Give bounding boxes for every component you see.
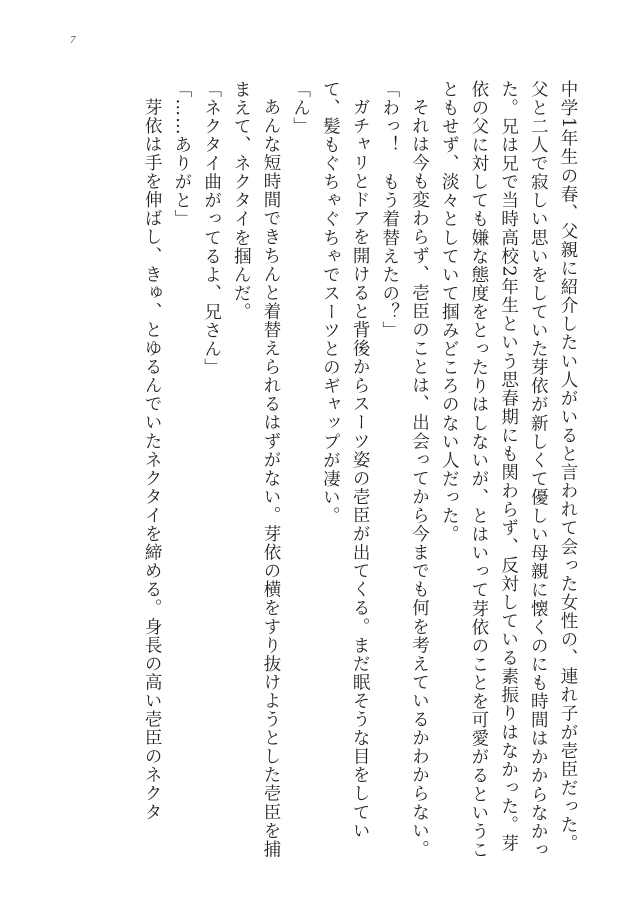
paragraph-2: それは今も変わらず、壱臣のことは、出会ってから今までも何を考えているかわからない。 xyxy=(409,97,430,859)
dialogue-line-4: 「……ありがと」 xyxy=(171,80,192,229)
paragraph-5: 芽依は手を伸ばし、きゅ、とゆるんでいたネクタイを締める。身長の高い壱臣のネクタ xyxy=(142,97,163,821)
paragraph-4: あんな短時間できちんと着替えられるはずがない。芽依の横をすり抜けようとした壱臣を捕まえて、ネクタイを掴んだ。 xyxy=(231,80,281,859)
dialogue-line-2: 「ん」 xyxy=(290,80,311,136)
dialogue-line-3: 「ネクタイ曲がってるよ、兄さん」 xyxy=(201,80,222,377)
paragraph-3: ガチャリとドアを開けると背後からスーツ姿の壱臣が出てくる。まだ眠そうな目をしていて、髪もぐちゃぐちゃでスーツとのギャップが凄い。 xyxy=(320,80,371,840)
page-number: 7 xyxy=(70,34,76,46)
vertical-text-body xyxy=(22,80,582,870)
dialogue-line-1: 「わっ！ もう着替えたの？」 xyxy=(379,80,400,340)
paragraph-1: 中学1年生の春、父親に紹介したい人がいると言われて会った女性の、連れ子が壱臣だった。父と二人で寂しい思いをしていた芽依が新しくて優しい母親に懐くのにも時間はかからなかった。兄は兄で当時高校2年生という思春期にも関わらず、反対している素振りはなかった。芽依の父に対しても嫌な態度をとったりはしないが、とはいって芽依のことを可愛がるということもせず、淡々としていて掴みどころのない人だった。 xyxy=(439,80,578,860)
